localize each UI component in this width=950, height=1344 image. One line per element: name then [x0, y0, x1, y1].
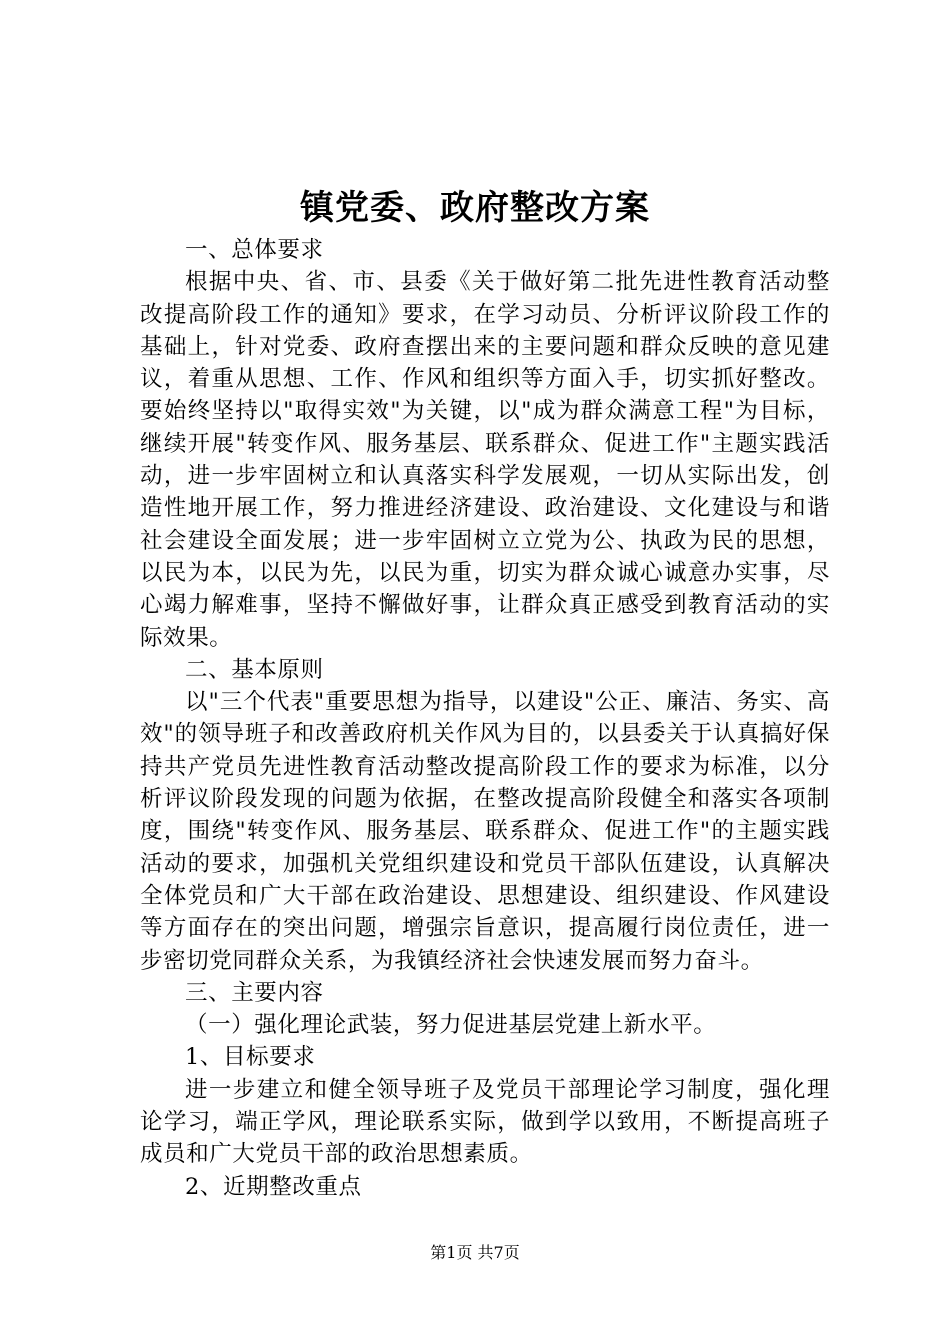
section-heading-general-requirements: 一、总体要求	[185, 237, 324, 263]
section-heading-main-content: 三、主要内容	[185, 979, 324, 1006]
item-heading-near-term-focus: 2、近期整改重点	[185, 1173, 362, 1200]
section-heading-basic-principles: 二、基本原则	[185, 656, 324, 683]
page-number-footer: 第1页 共7页	[430, 1243, 520, 1262]
document-body	[140, 234, 830, 1203]
item-heading-goals: 1、目标要求	[185, 1044, 316, 1071]
paragraph-basic-principles: 以"三个代表"重要思想为指导，以建设"公正、廉洁、务实、高效"的领导班子和改善政府机关作风为目的，以县委关于认真搞好保持共产党员先进性教育活动整改提高阶段工作的要求为标准，以分析评议阶段发现的问题为依据，在整改提高阶段健全和落实各项制度，围绕"转变作风、服务基层、联系群众、促进工作"的主题实践活动的要求，加强机关党组织建设和党员干部队伍建设，认真解决全体党员和广大干部在政治建设、思想建设、组织建设、作风建设等方面存在的突出问题，增强宗旨意识，提高履行岗位责任，进一步密切党同群众关系，为我镇经济社会快速发展而努力奋斗。	[140, 689, 830, 974]
document-title: 镇党委、政府整改方案	[300, 188, 650, 228]
paragraph-goals: 进一步建立和健全领导班子及党员干部理论学习制度，强化理论学习，端正学风，理论联系实际，做到学以致用，不断提高班子成员和广大党员干部的政治思想素质。	[140, 1076, 830, 1168]
subsection-heading-theory: （一）强化理论武装，努力促进基层党建上新水平。	[185, 1012, 717, 1039]
paragraph-general-requirements: 根据中央、省、市、县委《关于做好第二批先进性教育活动整改提高阶段工作的通知》要求，在学习动员、分析评议阶段工作的基础上，针对党委、政府查摆出来的主要问题和群众反映的意见建议，着重从思想、工作、作风和组织等方面入手，切实抓好整改。要始终坚持以"取得实效"为关键，以"成为群众满意工程"为目标，继续开展"转变作风、服务基层、联系群众、促进工作"主题实践活动，进一步牢固树立和认真落实科学发展观，一切从实际出发，创造性地开展工作，努力推进经济建设、政治建设、文化建设与和谐社会建设全面发展；进一步牢固树立立党为公、执政为民的思想，以民为本，以民为先，以民为重，切实为群众诚心诚意办实事，尽心竭力解难事，坚持不懈做好事，让群众真正感受到教育活动的实际效果。	[140, 269, 830, 651]
